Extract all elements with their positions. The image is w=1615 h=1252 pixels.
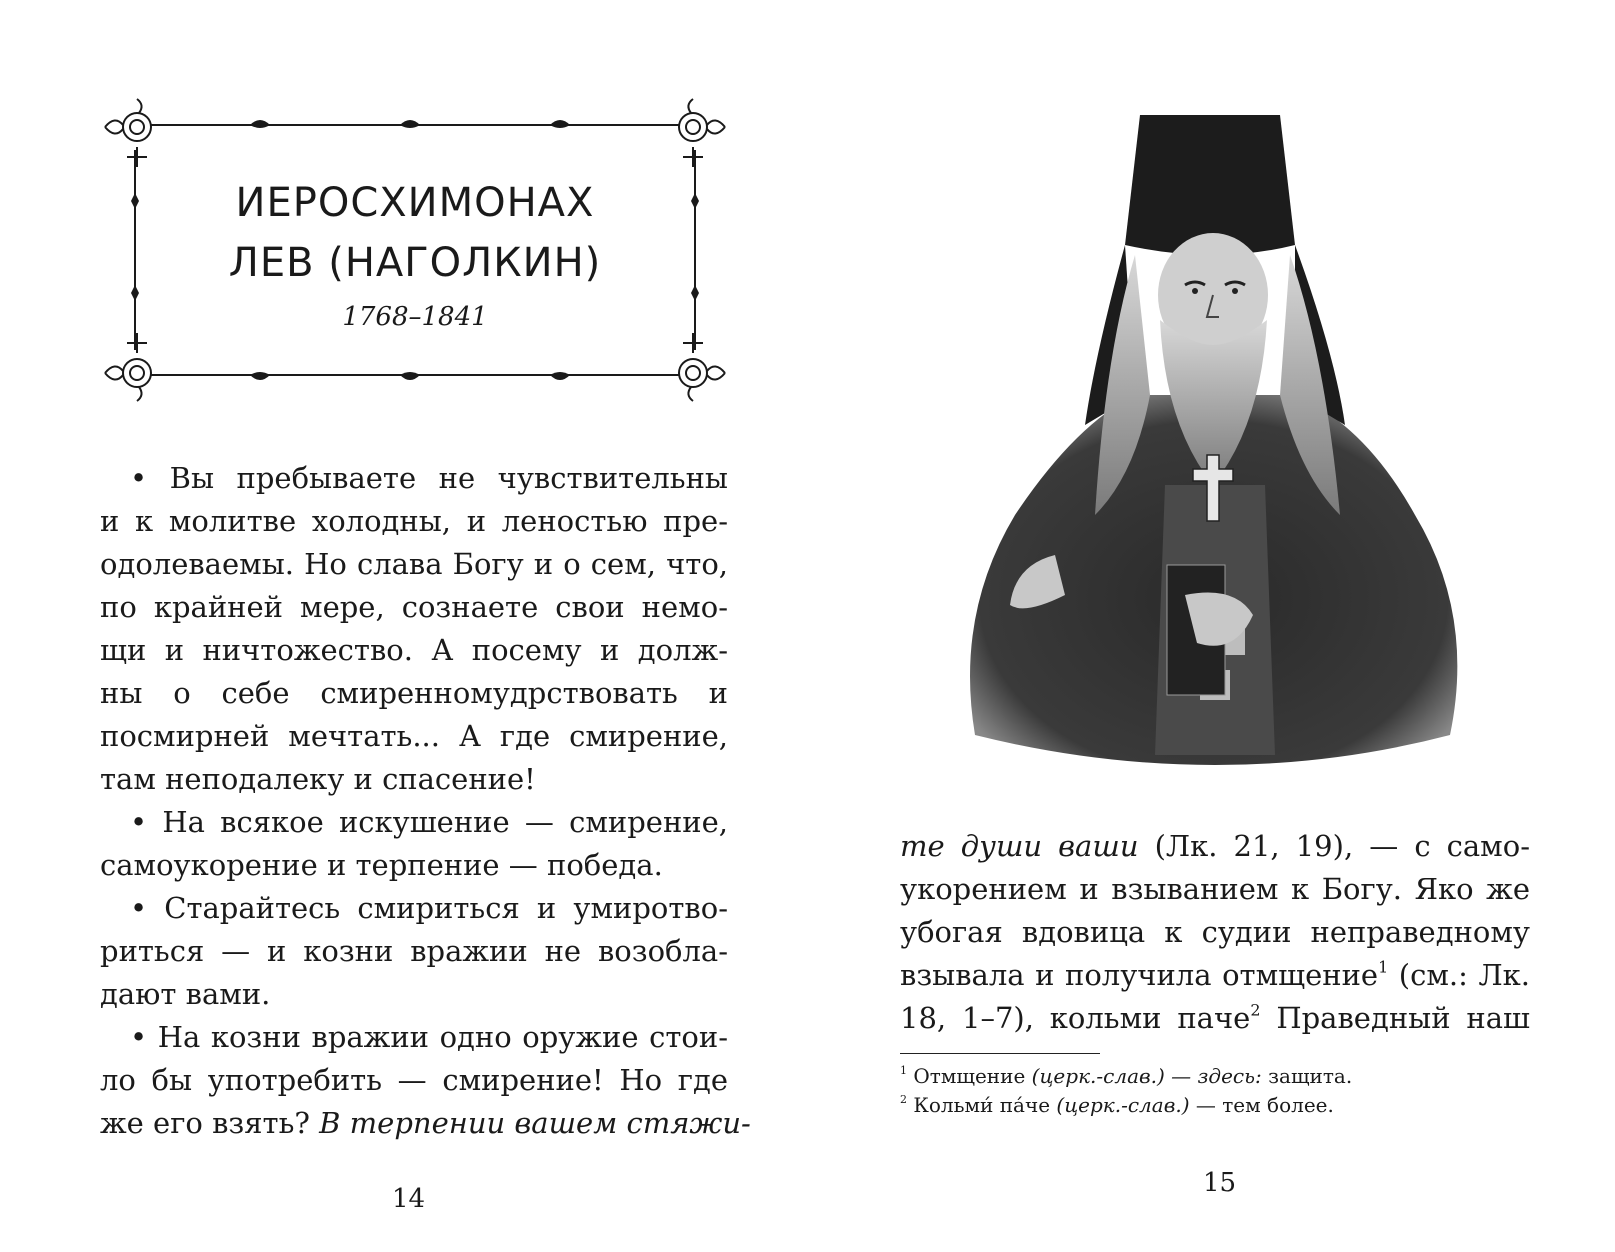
text-line: • На всякое искушение — смирение, (130, 805, 728, 839)
text-line: риться — и козни вражии не возобла- (100, 934, 728, 968)
footnotes (900, 1062, 1540, 1120)
footnote-term: Кольми́ па́че (907, 1093, 1057, 1117)
text-segment: 18, 1–7), кольми паче (900, 1001, 1251, 1035)
text-line: • Старайтесь смириться и умиротво- (130, 891, 728, 925)
footnote-note: (церк.-слав.) (1056, 1093, 1190, 1117)
footnote-number: 2 (900, 1093, 907, 1107)
footnote-note: (церк.-слав.) — здесь: (1031, 1064, 1262, 1088)
text-line (900, 954, 1530, 997)
text-line: там неподалеку и спасение! (100, 762, 536, 796)
text-line: и к молитве холодны, и леностью пре- (100, 504, 728, 538)
page-number-left: 14 (392, 1184, 426, 1214)
title-line-1: ИЕРОСХИМОНАХ (235, 180, 595, 226)
footnote-marker[interactable]: 1 (1378, 957, 1389, 977)
text-line: убогая вдовица к судии неправедному (900, 915, 1530, 949)
footnote-definition: — тем более. (1189, 1093, 1334, 1117)
text-line: дают вами. (100, 977, 271, 1011)
italic-quote: В терпении вашем стяжи- (319, 1106, 751, 1140)
text-line: ны о себе смиренномудрствовать и (100, 676, 728, 710)
text-line: укорением и взыванием к Богу. Яко же (900, 872, 1530, 906)
footnote-2 (900, 1091, 1540, 1120)
text-segment: Праведный наш (1260, 1001, 1531, 1035)
footnote-rule (900, 1053, 1100, 1054)
text-segment: же его взять? (100, 1106, 320, 1140)
text-segment: (см.: Лк. (1388, 958, 1530, 992)
left-body-text (100, 457, 751, 1145)
text-line: щи и ничтожество. А посему и долж- (100, 633, 728, 667)
italic-quote: те души ваши (900, 829, 1139, 863)
text-line: • Вы пребываете не чувствительны (130, 461, 728, 495)
text-line: посмирней мечтать... А где смирение, (100, 719, 728, 753)
footnote-term: Отмщение (907, 1064, 1032, 1088)
footnote-definition: защита. (1261, 1064, 1353, 1088)
right-body-text (900, 825, 1530, 1040)
text-segment: взывала и получила отмщение (900, 958, 1379, 992)
text-line: самоукорение и терпение — победа. (100, 848, 663, 882)
footnote-number: 1 (900, 1064, 907, 1078)
monk-portrait-icon (935, 95, 1495, 795)
page-number-right: 15 (1203, 1168, 1237, 1198)
text-line: • На козни вражии одно оружие стои- (130, 1020, 728, 1054)
text-line (100, 1102, 751, 1145)
footnote-marker[interactable]: 2 (1250, 1000, 1261, 1020)
life-dates: 1768–1841 (342, 302, 488, 332)
text-line (900, 997, 1530, 1040)
title-line-2: ЛЕВ (НАГОЛКИН) (228, 240, 602, 286)
text-line: ло бы употребить — смирение! Но где (100, 1063, 728, 1097)
text-line (900, 825, 1530, 868)
footnote-1 (900, 1062, 1540, 1091)
text-line: по крайней мере, сознаете свои немо- (100, 590, 728, 624)
text-line: одолеваемы. Но слава Богу и о сем, что, (100, 547, 728, 581)
text-segment: (Лк. 21, 19), — с само- (1138, 829, 1530, 863)
